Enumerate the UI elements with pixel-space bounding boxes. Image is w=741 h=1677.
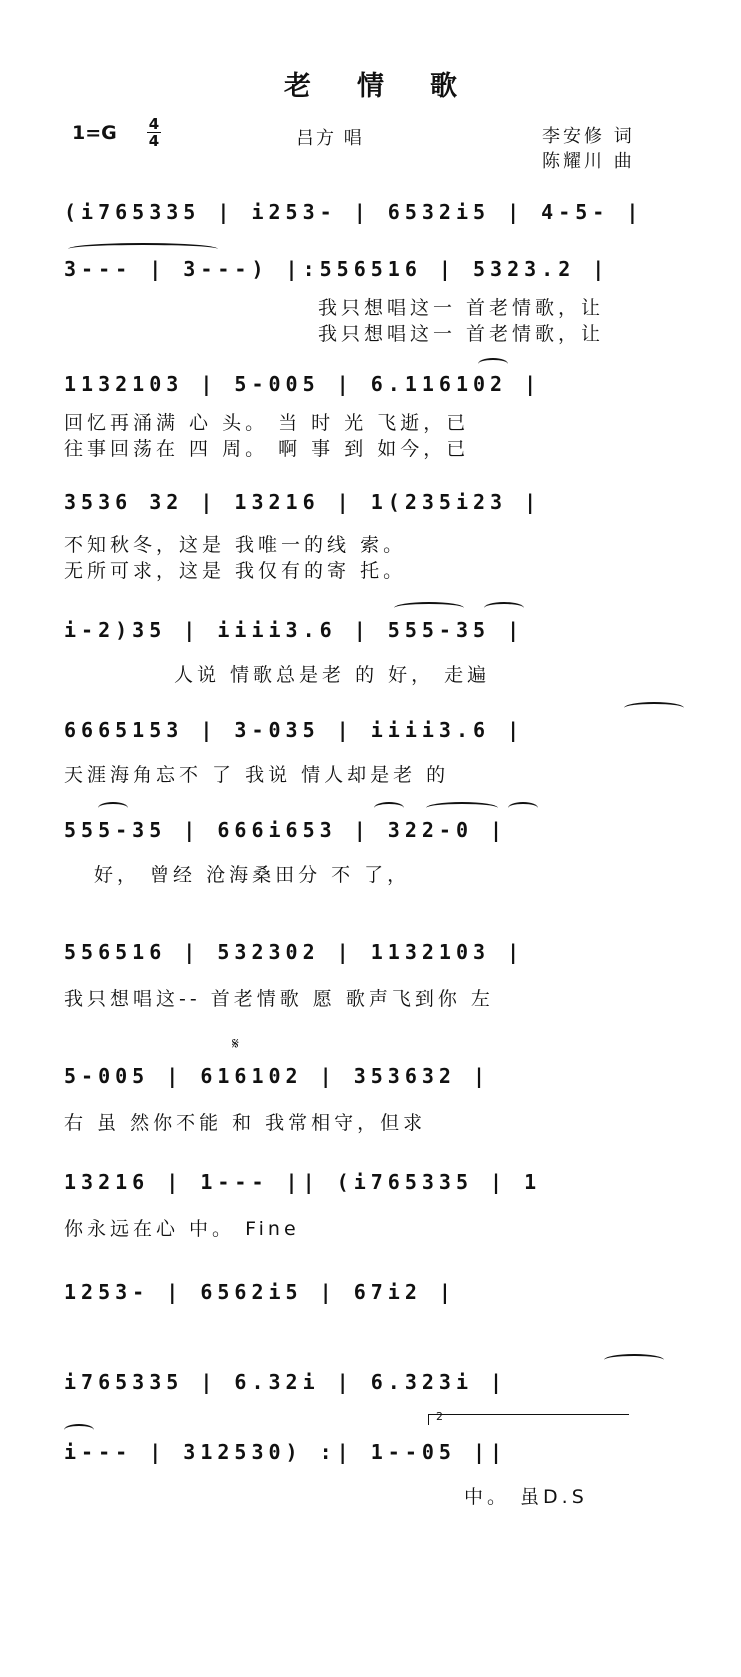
lyric-verse-2: 无所可求，这是 我仅有的寄 托。 (64, 560, 407, 582)
slur-arc (478, 358, 508, 370)
lyric-verse-1: 人说 情歌总是老 的 好， 走遍 (174, 664, 491, 686)
lyric-verse-1: 天涯海角忘不 了 我说 情人却是老 的 (64, 764, 450, 786)
composer-credit: 陈耀川 曲 (542, 151, 635, 172)
lyric-verse-1: 我只想唱这一 首老情歌，让 (318, 297, 605, 319)
lyric-verse-1: 中。 虽D.S (464, 1486, 588, 1508)
slur-arc (624, 702, 684, 714)
notation-line: 13216 | 1--- || (i765335 | 1 (64, 1170, 542, 1194)
lyricist-credit: 李安修 词 (542, 126, 635, 147)
slur-arc (508, 802, 538, 814)
notation-line: 555-35 | 666i653 | 322-0 | (64, 818, 508, 842)
notation-line: i765335 | 6.32i | 6.323i | (64, 1370, 508, 1394)
time-signature-top: 4 (148, 115, 160, 133)
lyric-verse-2: 我只想唱这一 首老情歌，让 (318, 323, 605, 345)
notation-line: 5-005 | 616102 | 353632 | (64, 1064, 491, 1088)
notation-line: (i765335 | i253- | 6532i5 | 4-5- | (64, 200, 644, 224)
lyric-verse-1: 回忆再涌满 心 头。 当 时 光 飞逝，已 (64, 412, 470, 434)
key-signature: 1=G (72, 122, 117, 144)
slur-arc (426, 802, 498, 814)
lyric-verse-1: 你永远在心 中。 Fine (64, 1218, 300, 1240)
slur-arc (98, 802, 128, 814)
time-signature-bottom: 4 (148, 132, 160, 150)
notation-line: 1132103 | 5-005 | 6.116102 | (64, 372, 542, 396)
tie-arc (68, 243, 218, 255)
notation-line: 556516 | 532302 | 1132103 | (64, 940, 525, 964)
notation-line: 3--- | 3---) |:556516 | 5323.2 | (64, 257, 610, 281)
notation-line: 3536 32 | 13216 | 1(235i23 | (64, 490, 542, 514)
slur-arc (64, 1424, 94, 1436)
segno-mark: 𝄋 (232, 1034, 239, 1053)
slur-arc (604, 1354, 664, 1366)
volta-number: 2 (436, 1410, 443, 1423)
lyric-verse-2: 往事回荡在 四 周。 啊 事 到 如今，已 (64, 438, 470, 460)
lyric-verse-1: 好， 曾经 沧海桑田分 不 了， (94, 864, 411, 886)
notation-line: i-2)35 | iiii3.6 | 555-35 | (64, 618, 525, 642)
notation-line: 1253- | 6562i5 | 67i2 | (64, 1280, 456, 1304)
slur-arc (374, 802, 404, 814)
lyric-verse-1: 不知秋冬，这是 我唯一的线 索。 (64, 534, 407, 556)
song-title: 老情歌 (284, 71, 503, 102)
notation-line: i--- | 312530) :| 1--05 || (64, 1440, 508, 1464)
slur-arc (484, 602, 524, 614)
time-signature (146, 116, 162, 149)
slur-arc (394, 602, 464, 614)
volta-bracket (428, 1414, 629, 1425)
singer-credit: 吕方 唱 (296, 128, 364, 149)
notation-line: 6665153 | 3-035 | iiii3.6 | (64, 718, 525, 742)
lyric-verse-1: 右 虽 然你不能 和 我常相守，但求 (64, 1112, 427, 1134)
lyric-verse-1: 我只想唱这-- 首老情歌 愿 歌声飞到你 左 (64, 988, 494, 1010)
